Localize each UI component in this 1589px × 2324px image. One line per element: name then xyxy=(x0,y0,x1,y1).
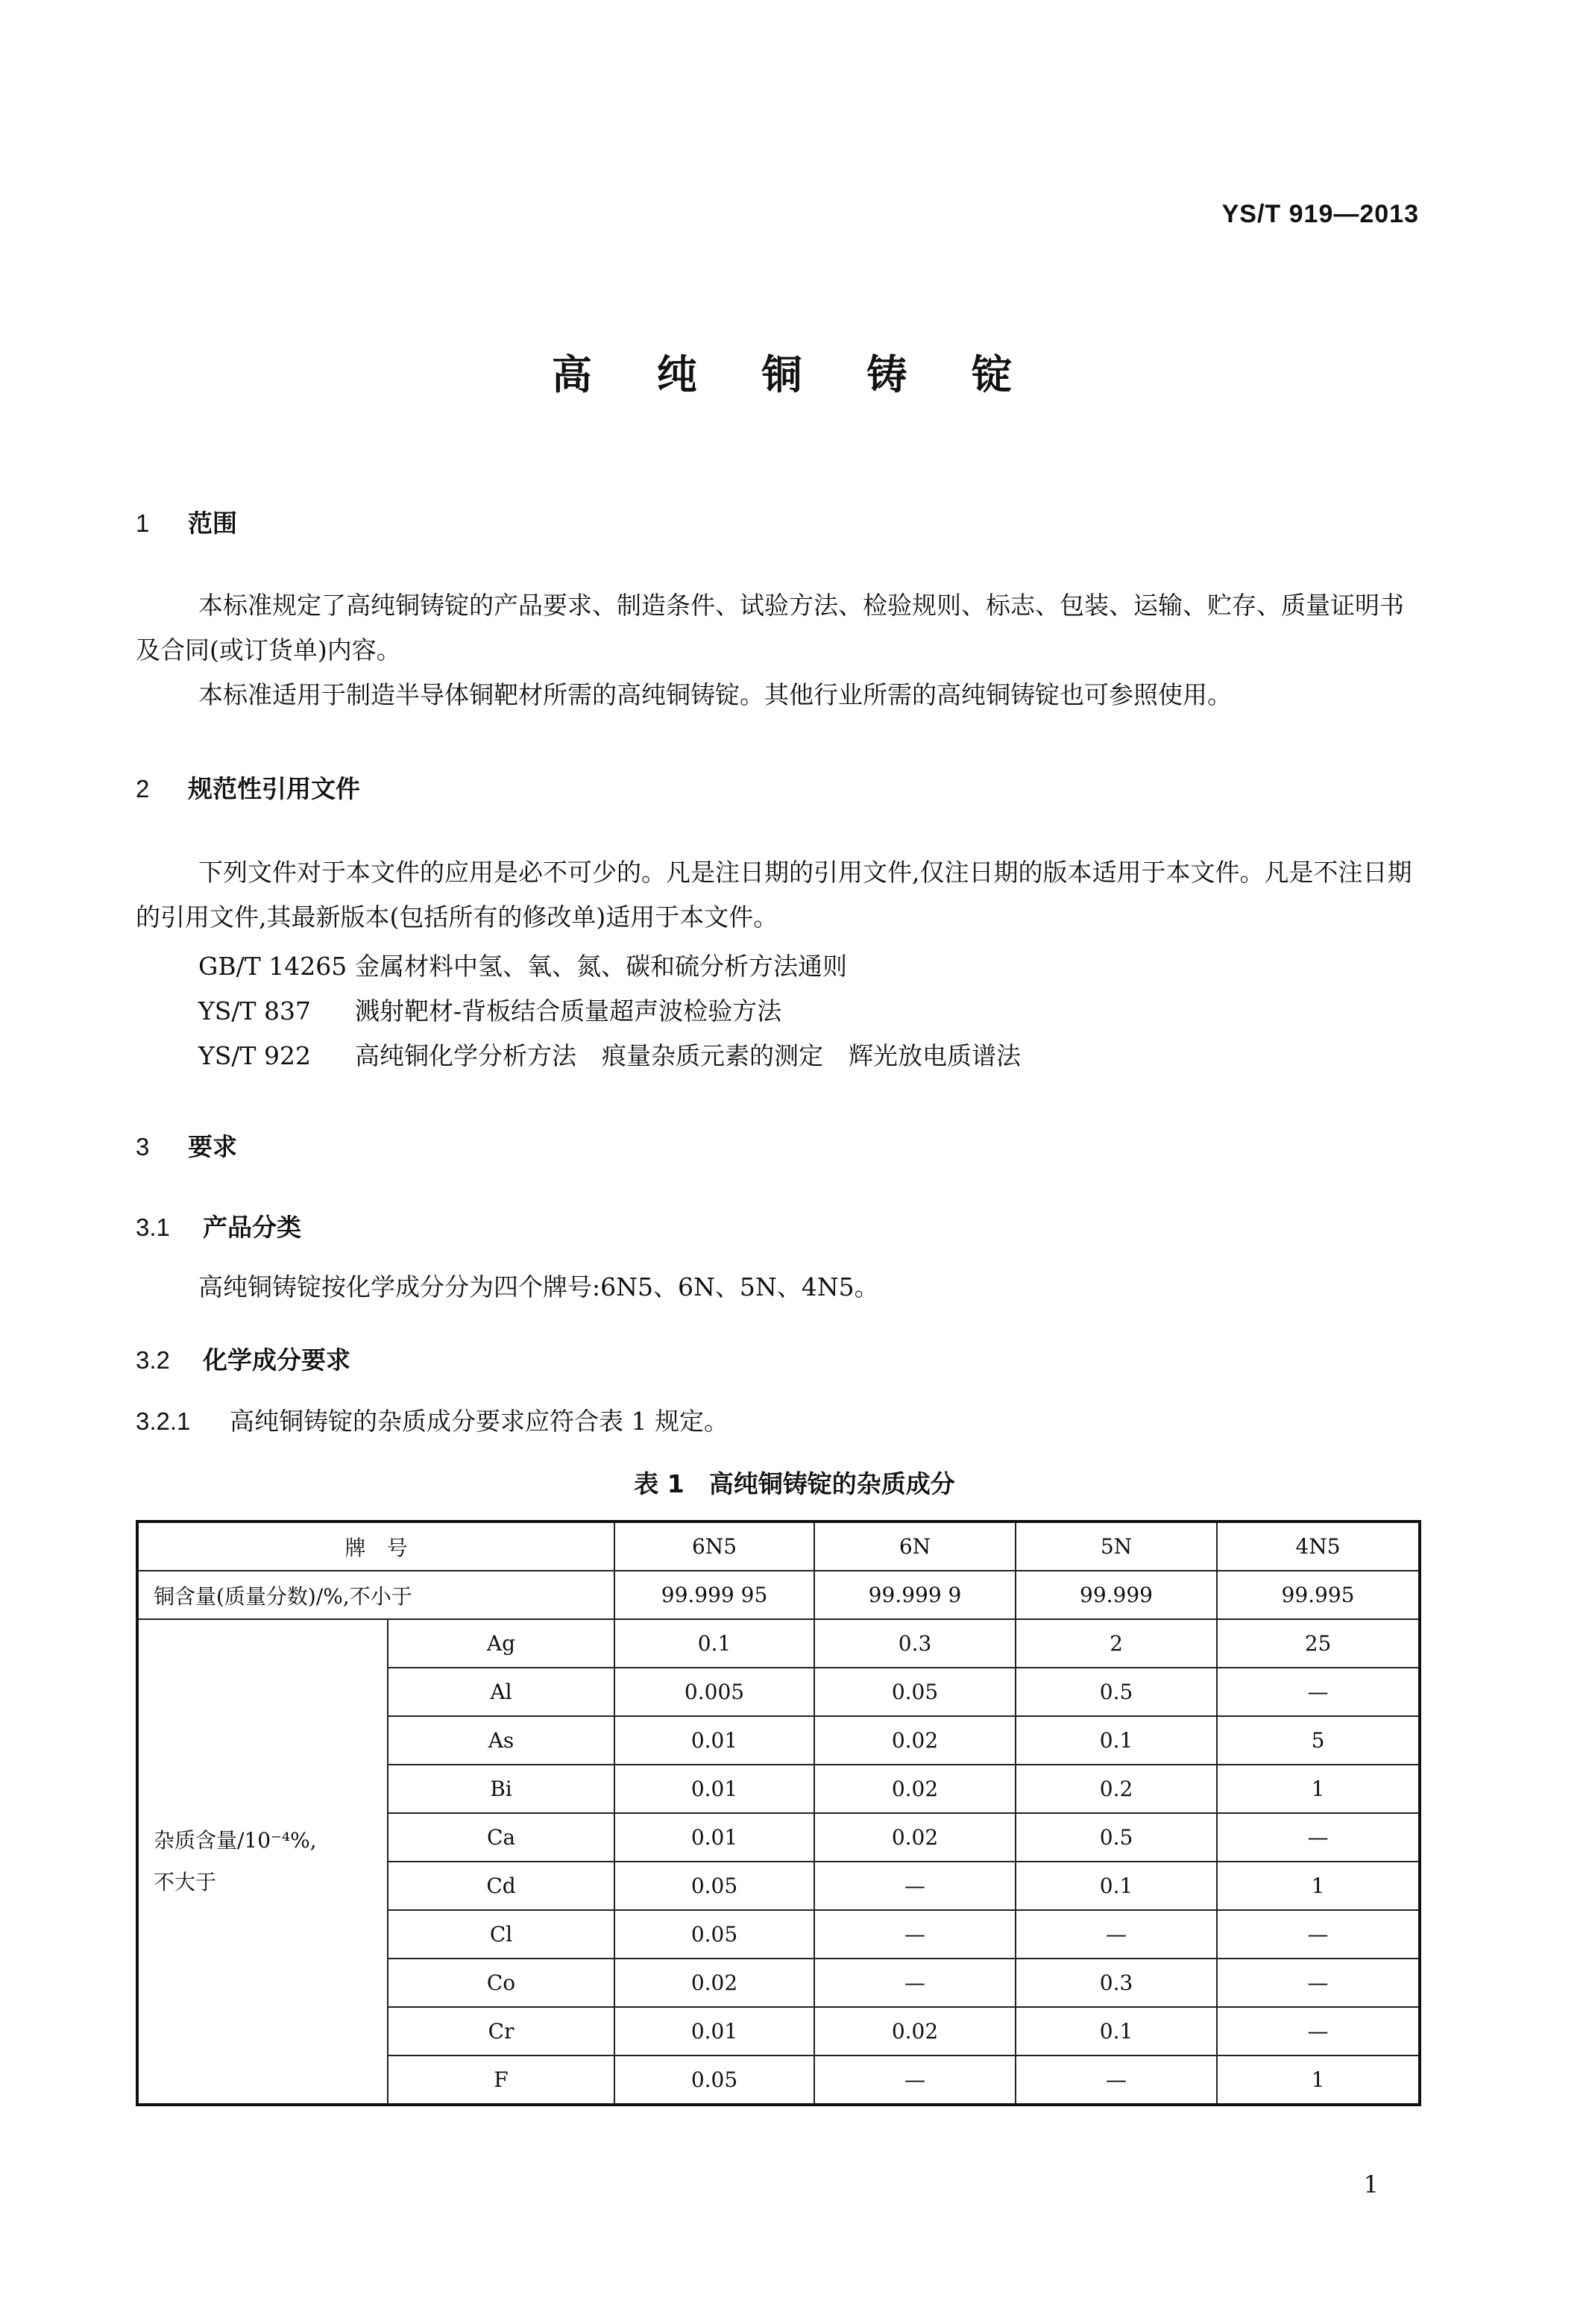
grade-header-cell: 6N5 xyxy=(614,1521,814,1571)
standard-code: YS/T 919—2013 xyxy=(1221,200,1419,228)
section-2-heading xyxy=(136,770,360,805)
table-cell: 0.01 xyxy=(614,1765,814,1813)
table-cell: 5 xyxy=(1217,1716,1420,1765)
table-cell: — xyxy=(814,1959,1016,2007)
page-number: 1 xyxy=(1363,2170,1379,2199)
table-cell: 0.05 xyxy=(614,2056,814,2105)
table-cell: 0.02 xyxy=(614,1959,814,2007)
grade-header-label: 牌 号 xyxy=(137,1521,614,1571)
table-cell: 0.1 xyxy=(614,1619,814,1668)
table-cell: — xyxy=(1217,2007,1420,2056)
table-header-row xyxy=(137,1521,1420,1571)
reference-item xyxy=(198,947,847,982)
section-2-title: 规范性引用文件 xyxy=(188,774,360,803)
table-cell: 1 xyxy=(1217,1765,1420,1813)
section-3-heading xyxy=(136,1128,237,1163)
table-cell: — xyxy=(1217,1668,1420,1716)
table-cell: 0.02 xyxy=(814,1765,1016,1813)
table-cell: 0.01 xyxy=(614,2007,814,2056)
element-cell: Ag xyxy=(388,1619,614,1668)
table-cell: 0.05 xyxy=(814,1668,1016,1716)
impurity-label-line-1: 杂质含量/10⁻⁴%, xyxy=(154,1828,317,1853)
section-3-2-title: 化学成分要求 xyxy=(203,1345,350,1375)
table-cell: 0.3 xyxy=(814,1619,1016,1668)
reference-code: GB/T 14265 xyxy=(198,952,347,981)
reference-item xyxy=(198,1037,1021,1072)
table-cell: 1 xyxy=(1217,2056,1420,2105)
section-3-2-number: 3.2 xyxy=(136,1346,170,1374)
section-1-number: 1 xyxy=(136,509,150,537)
element-cell: Cl xyxy=(388,1910,614,1959)
element-cell: Cd xyxy=(388,1862,614,1910)
reference-title: 高纯铜化学分析方法 xyxy=(355,1041,576,1070)
element-cell: F xyxy=(388,2056,614,2105)
reference-title: 金属材料中氢、氧、氮、碳和硫分析方法通则 xyxy=(355,952,847,981)
copper-content-row xyxy=(137,1571,1420,1619)
table-cell: — xyxy=(1217,1959,1420,2007)
section-3-1-text: 高纯铜铸锭按化学成分分为四个牌号:6N5、6N、5N、4N5。 xyxy=(198,1272,879,1301)
element-cell: Cr xyxy=(388,2007,614,2056)
table-cell: 99.999 9 xyxy=(814,1571,1016,1619)
table-cell: 0.5 xyxy=(1016,1668,1217,1716)
table-cell: 0.02 xyxy=(814,1716,1016,1765)
reference-title-part-2: 痕量杂质元素的测定 xyxy=(602,1041,823,1070)
table-cell: — xyxy=(1016,1910,1217,1959)
table-cell: 0.01 xyxy=(614,1813,814,1862)
table-cell: 0.01 xyxy=(614,1716,814,1765)
impurity-label-line-2: 不大于 xyxy=(154,1870,217,1894)
grade-header-cell: 5N xyxy=(1016,1521,1217,1571)
section-3-2-1-text xyxy=(136,1399,729,1444)
section-3-1-title: 产品分类 xyxy=(203,1213,301,1242)
table-cell: 0.02 xyxy=(814,2007,1016,2056)
section-3-1-heading xyxy=(136,1208,301,1243)
table-caption: 表 1 高纯铜铸锭的杂质成分 xyxy=(634,1469,955,1498)
table-cell: 0.2 xyxy=(1016,1765,1217,1813)
table-cell: — xyxy=(1016,2056,1217,2105)
section-2-number: 2 xyxy=(136,775,150,803)
table-cell: 0.1 xyxy=(1016,1862,1217,1910)
table-cell: 2 xyxy=(1016,1619,1217,1668)
table-cell: 0.05 xyxy=(614,1862,814,1910)
grade-header-cell: 6N xyxy=(814,1521,1016,1571)
section-1-paragraph-2: 本标准适用于制造半导体铜靶材所需的高纯铜铸锭。其他行业所需的高纯铜铸锭也可参照使用。 xyxy=(198,680,1232,709)
table-cell: — xyxy=(814,1862,1016,1910)
impurity-table xyxy=(136,1520,1421,2106)
table-cell: 0.05 xyxy=(614,1910,814,1959)
section-3-title: 要求 xyxy=(188,1132,237,1161)
table-cell: 99.995 xyxy=(1217,1571,1420,1619)
reference-title: 溅射靶材-背板结合质量超声波检验方法 xyxy=(355,996,782,1026)
table-cell: 0.1 xyxy=(1016,2007,1217,2056)
table-cell: 0.5 xyxy=(1016,1813,1217,1862)
table-cell: 0.005 xyxy=(614,1668,814,1716)
reference-code: YS/T 837 xyxy=(198,996,311,1026)
section-3-2-heading xyxy=(136,1341,350,1376)
section-1-heading xyxy=(136,504,237,539)
section-3-1-number: 3.1 xyxy=(136,1213,170,1241)
table-cell: 99.999 95 xyxy=(614,1571,814,1619)
table-row xyxy=(137,1619,1420,1668)
grade-header-cell: 4N5 xyxy=(1217,1521,1420,1571)
section-3-2-1-body: 高纯铜铸锭的杂质成分要求应符合表 1 规定。 xyxy=(230,1407,729,1436)
table-cell: 99.999 xyxy=(1016,1571,1217,1619)
document-title: 高 纯 铜 铸 锭 xyxy=(551,351,1038,398)
table-cell: — xyxy=(1217,1813,1420,1862)
table-cell: — xyxy=(814,2056,1016,2105)
element-cell: Bi xyxy=(388,1765,614,1813)
section-2-paragraph: 下列文件对于本文件的应用是必不可少的。凡是注日期的引用文件,仅注日期的版本适用于本文件。凡是不注日期的引用文件,其最新版本(包括所有的修改单)适用于本文件。 xyxy=(136,858,1412,932)
copper-content-label: 铜含量(质量分数)/%,不小于 xyxy=(137,1571,614,1619)
element-cell: Co xyxy=(388,1959,614,2007)
table-cell: 0.02 xyxy=(814,1813,1016,1862)
element-cell: As xyxy=(388,1716,614,1765)
element-cell: Al xyxy=(388,1668,614,1716)
section-3-number: 3 xyxy=(136,1133,150,1161)
table-cell: 0.1 xyxy=(1016,1716,1217,1765)
section-3-2-1-number: 3.2.1 xyxy=(136,1407,191,1435)
table-cell: — xyxy=(814,1910,1016,1959)
table-cell: 1 xyxy=(1217,1862,1420,1910)
table-cell: 25 xyxy=(1217,1619,1420,1668)
reference-title-part-3: 辉光放电质谱法 xyxy=(849,1041,1021,1070)
impurity-content-label xyxy=(137,1619,388,2105)
reference-code: YS/T 922 xyxy=(198,1041,311,1070)
section-1-paragraph-1: 本标准规定了高纯铜铸锭的产品要求、制造条件、试验方法、检验规则、标志、包装、运输、贮存、质量证明书及合同(或订货单)内容。 xyxy=(136,591,1404,665)
reference-item xyxy=(198,992,781,1027)
table-cell: 0.3 xyxy=(1016,1959,1217,2007)
section-1-title: 范围 xyxy=(188,509,237,538)
element-cell: Ca xyxy=(388,1813,614,1862)
table-cell: — xyxy=(1217,1910,1420,1959)
